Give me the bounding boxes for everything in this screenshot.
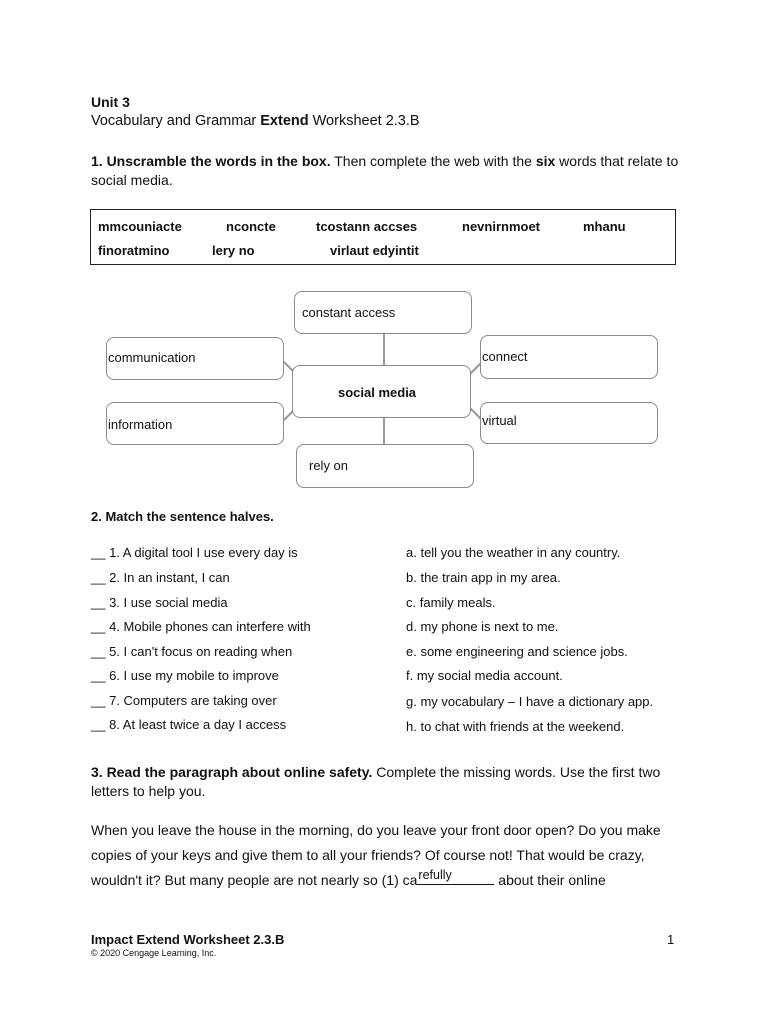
web-node-label: information xyxy=(108,417,173,432)
match-right-item: a. tell you the weather in any country. xyxy=(406,545,621,560)
web-node xyxy=(480,402,658,444)
exercise3-instructions xyxy=(91,763,691,801)
web-node xyxy=(106,402,284,445)
paragraph-text-after: about their online xyxy=(494,872,606,888)
web-center-node xyxy=(292,365,471,418)
scrambled-word: virlaut edyintit xyxy=(330,243,419,258)
web-node xyxy=(294,291,472,334)
web-node xyxy=(296,444,474,488)
scrambled-word: tcostann accses xyxy=(316,219,418,234)
match-right-item: c. family meals. xyxy=(406,595,496,610)
exercise3-instr-text: Complete the missing words. Use the first two letters to help you. xyxy=(91,764,661,799)
match-left-item: __ 5. I can't focus on reading when xyxy=(91,644,293,659)
paragraph-text-before: When you leave the house in the morning, do you leave your front door open? Do you make copies of your keys and give them to all your friends? Of course not! That would be crazy, wouldn't it? But many people are not nearly so (1) ca xyxy=(91,822,661,888)
page-number: 1 xyxy=(667,932,675,947)
exercise3-instr-bold: 3. Read the paragraph about online safety. xyxy=(91,764,373,780)
match-right-item: f. my social media account. xyxy=(406,668,563,683)
scrambled-word: nevnirnmoet xyxy=(462,219,541,234)
web-node-label: rely on xyxy=(309,458,349,473)
match-right-item: e. some engineering and science jobs. xyxy=(406,644,628,659)
scrambled-word: nconcte xyxy=(226,219,276,234)
gap-1-answer: refully xyxy=(418,868,452,882)
web-node xyxy=(106,337,284,380)
exercise1-instr-text1: Then complete the web with the xyxy=(330,153,536,169)
web-node-label: communication xyxy=(108,350,196,365)
scrambled-word: finoratmino xyxy=(98,243,170,258)
exercise1-instructions xyxy=(91,152,691,190)
subtitle-prefix: Vocabulary and Grammar xyxy=(91,113,261,129)
exercise1-instr-text2: words that relate to social media. xyxy=(91,153,679,188)
match-right-item: h. to chat with friends at the weekend. xyxy=(406,719,625,734)
web-center-label: social media xyxy=(338,385,417,400)
exercise1-instr-bold2: six xyxy=(535,153,556,169)
scrambled-words-box xyxy=(90,209,676,265)
match-right-item: b. the train app in my area. xyxy=(406,570,561,585)
gap-1-answer-field[interactable] xyxy=(417,869,494,885)
scrambled-word: lery no xyxy=(212,243,255,258)
match-left-item: __ 6. I use my mobile to improve xyxy=(91,668,279,683)
match-right-item: d. my phone is next to me. xyxy=(406,619,559,634)
web-node-label: constant access xyxy=(302,305,396,320)
web-node xyxy=(480,335,658,379)
worksheet-subtitle xyxy=(91,113,420,129)
exercise2-title: 2. Match the sentence halves. xyxy=(91,509,274,524)
unit-heading: Unit 3 xyxy=(91,94,130,110)
match-left-item: __ 4. Mobile phones can interfere with xyxy=(91,619,311,634)
scrambled-word: mmcouniacte xyxy=(98,219,182,234)
subtitle-suffix: Worksheet 2.3.B xyxy=(308,113,420,129)
safety-paragraph xyxy=(91,818,691,893)
web-node-label: virtual xyxy=(482,413,517,428)
footer-title: Impact Extend Worksheet 2.3.B xyxy=(91,932,285,947)
match-right-item: g. my vocabulary – I have a dictionary app. xyxy=(406,694,654,709)
exercise1-instr-bold: 1. Unscramble the words in the box. xyxy=(91,153,331,169)
match-left-item: __ 8. At least twice a day I access xyxy=(91,717,287,732)
web-node-label: connect xyxy=(482,349,528,364)
match-left-item: __ 3. I use social media xyxy=(91,595,228,610)
match-left-item: __ 2. In an instant, I can xyxy=(91,570,230,585)
subtitle-bold: Extend xyxy=(260,113,309,129)
match-left-item: __ 7. Computers are taking over xyxy=(91,693,277,708)
match-left-item: __ 1. A digital tool I use every day is xyxy=(91,545,298,560)
copyright-notice: © 2020 Cengage Learning, Inc. xyxy=(91,948,217,958)
scrambled-word: mhanu xyxy=(583,219,626,234)
